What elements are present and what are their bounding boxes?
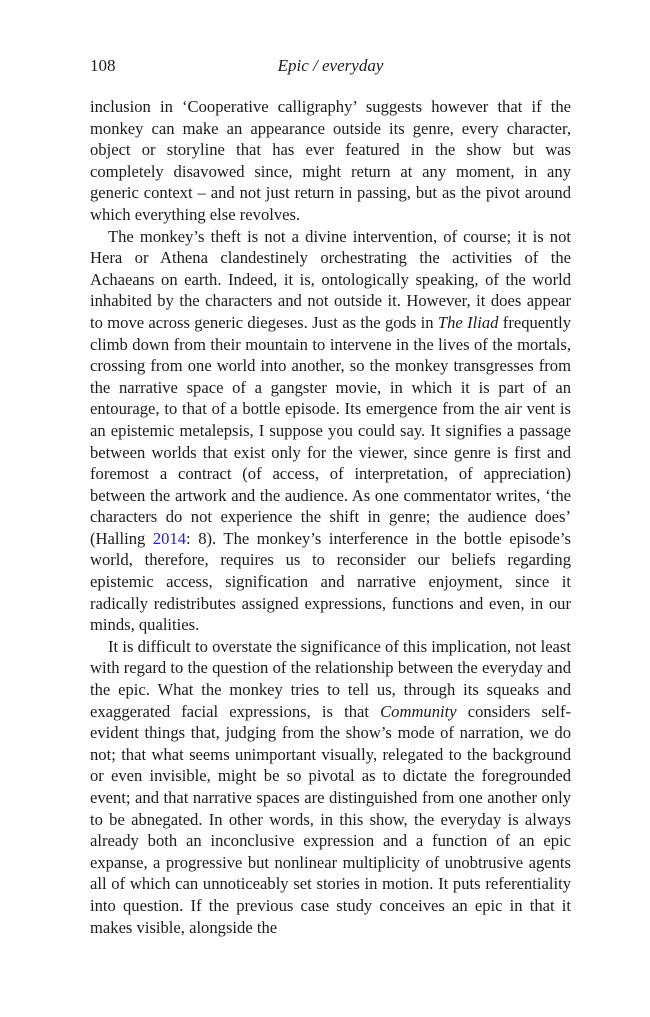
paragraph-2-text-e: : 8). The monkey’s interference in the bottle episode’s world, therefore, requires us to reconsider our beliefs regarding epistemic access, signification and narrative enjoyment, since it radically redistributes assigned expressions, functions and even, in our minds, qualities.	[90, 528, 571, 635]
page-number: 108	[90, 56, 116, 75]
paragraph-1-text: inclusion in ‘Cooperative calligraphy’ suggests however that if the monkey can make an appearance outside its genre, every character, object or storyline that has ever featured in the show but was completely disavowed since, might return at any moment, in any generic context – and not just return in passing, but as the pivot around which everything else revolves.	[90, 97, 571, 224]
paragraph-2-text-c: frequently climb down from their mountain to intervene in the lives of the mortals, crossing from one world into another, so the monkey transgresses from the narrative space of a gangster movie, in which it is part of an entourage, to that of a bottle episode. Its emergence from the air vent is an epistemic metalepsis, I suppose you could say. It signifies a passage between worlds that exist only for the viewer, since genre is first and foremost a contract (of access, of interpretation, of appreciation) between the artwork and the audience. As one commentator writes, ‘the characters do not experience the shift in genre; the audience does’ (Halling	[90, 312, 571, 548]
paragraph-1	[90, 96, 571, 226]
iliad-title: The Iliad	[437, 312, 499, 332]
paragraph-2	[90, 226, 571, 636]
body-text	[90, 96, 571, 938]
paragraph-3-text-a: It is difficult to overstate the significance of this implication, not least with regard to the question of the relationship between the everyday and the epic. What the monkey tries to tell us, through its squeaks and exaggerated facial expressions, is that	[90, 636, 571, 721]
running-head: Epic / everyday	[277, 56, 384, 75]
page-header	[90, 56, 571, 82]
paragraph-3	[90, 636, 571, 938]
citation-link-halling-2014[interactable]: 2014	[152, 528, 187, 548]
book-page	[90, 56, 571, 938]
paragraph-2-text-a: The monkey’s theft is not a divine intervention, of course; it is not Hera or Athena clandestinely orchestrating the activities of the Achaeans on earth. Indeed, it is, ontologically speaking, of the world inhabited by the characters and not outside it. However, it does appear to move across generic diegeses. Just as the gods in	[90, 226, 571, 332]
paragraph-3-text-c: considers self-evident things that, judging from the show’s mode of narration, we do not; that what seems unimportant visually, relegated to the background or even invisible, might be so pivotal as to dictate the foregrounded event; and that narrative spaces are distinguished from one another only to be abnegated. In other words, in this show, the everyday is always already both an inconclusive expression and a function of an epic expanse, a progressive but nonlinear multiplicity of unobtrusive agents all of which can unnoticeably set stories in motion. It puts referentiality into question. If the previous case study conceives an epic in that it makes visible, alongside the	[90, 701, 571, 937]
community-title: Community	[380, 701, 457, 721]
